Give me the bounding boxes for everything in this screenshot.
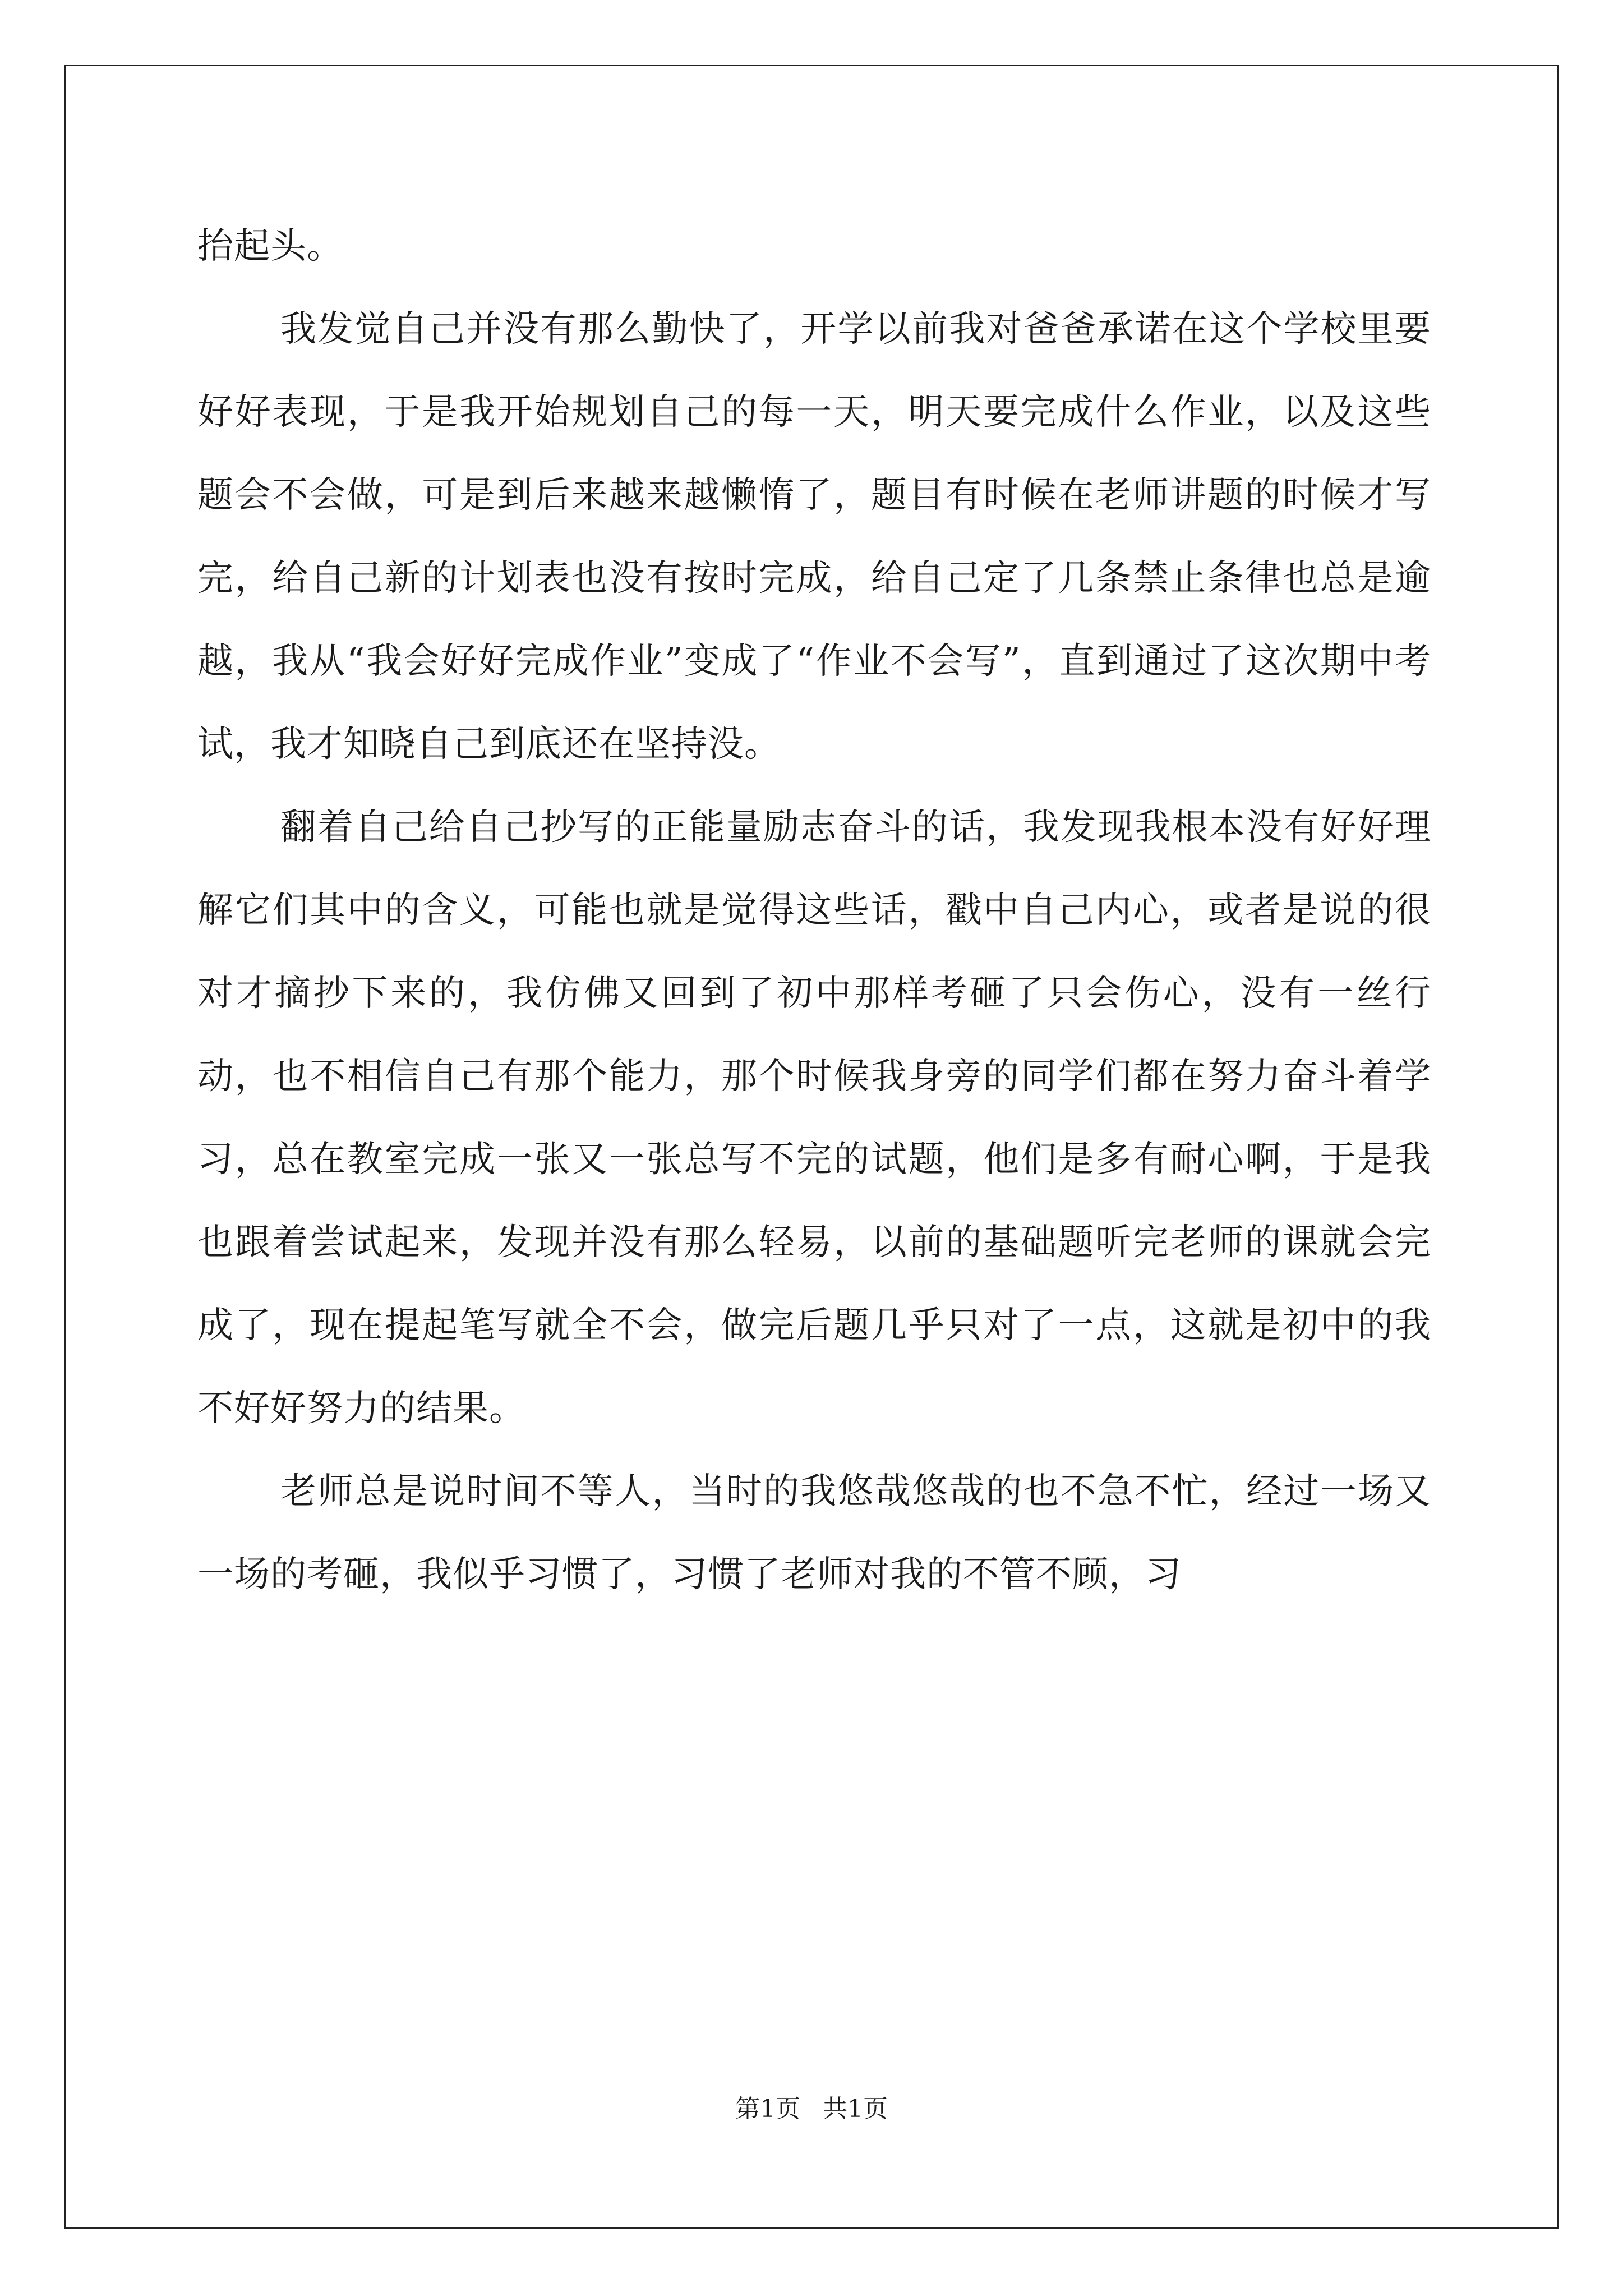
page-number-current: 第1页 xyxy=(735,2095,800,2123)
paragraph-2: 我发觉自己并没有那么勤快了，开学以前我对爸爸承诺在这个学校里要好好表现，于是我开始规划自己的每一天，明天要完成什么作业，以及这些题会不会做，可是到后来越来越懒惰了，题目有时候在老师讲题的时候才写完，给自己新的计划表也没有按时完成，给自己定了几条禁止条律也总是逾越，我从“我会好好完成作业”变成了“作业不会写”，直到通过了这次期中考试，我才知晓自己到底还在坚持没。 xyxy=(197,309,1431,765)
document-body xyxy=(197,205,1431,1616)
page-number-total: 共1页 xyxy=(823,2095,888,2123)
page-footer xyxy=(0,2093,1623,2125)
paragraph-4: 老师总是说时间不等人，当时的我悠哉悠哉的也不急不忙，经过一场又一场的考砸，我似乎习惯了，习惯了老师对我的不管不顾，习 xyxy=(197,1471,1431,1595)
paragraph-3: 翻着自己给自己抄写的正能量励志奋斗的话，我发现我根本没有好好理解它们其中的含义，可能也就是觉得这些话，戳中自己内心，或者是说的很对才摘抄下来的，我仿佛又回到了初中那样考砸了只会伤心，没有一丝行动，也不相信自己有那个能力，那个时候我身旁的同学们都在努力奋斗着学习，总在教室完成一张又一张总写不完的试题，他们是多有耐心啊，于是我也跟着尝试起来，发现并没有那么轻易，以前的基础题听完老师的课就会完成了，现在提起笔写就全不会，做完后题几乎只对了一点，这就是初中的我不好好努力的结果。 xyxy=(197,807,1431,1429)
paragraph-1: 抬起头。 xyxy=(197,226,343,267)
